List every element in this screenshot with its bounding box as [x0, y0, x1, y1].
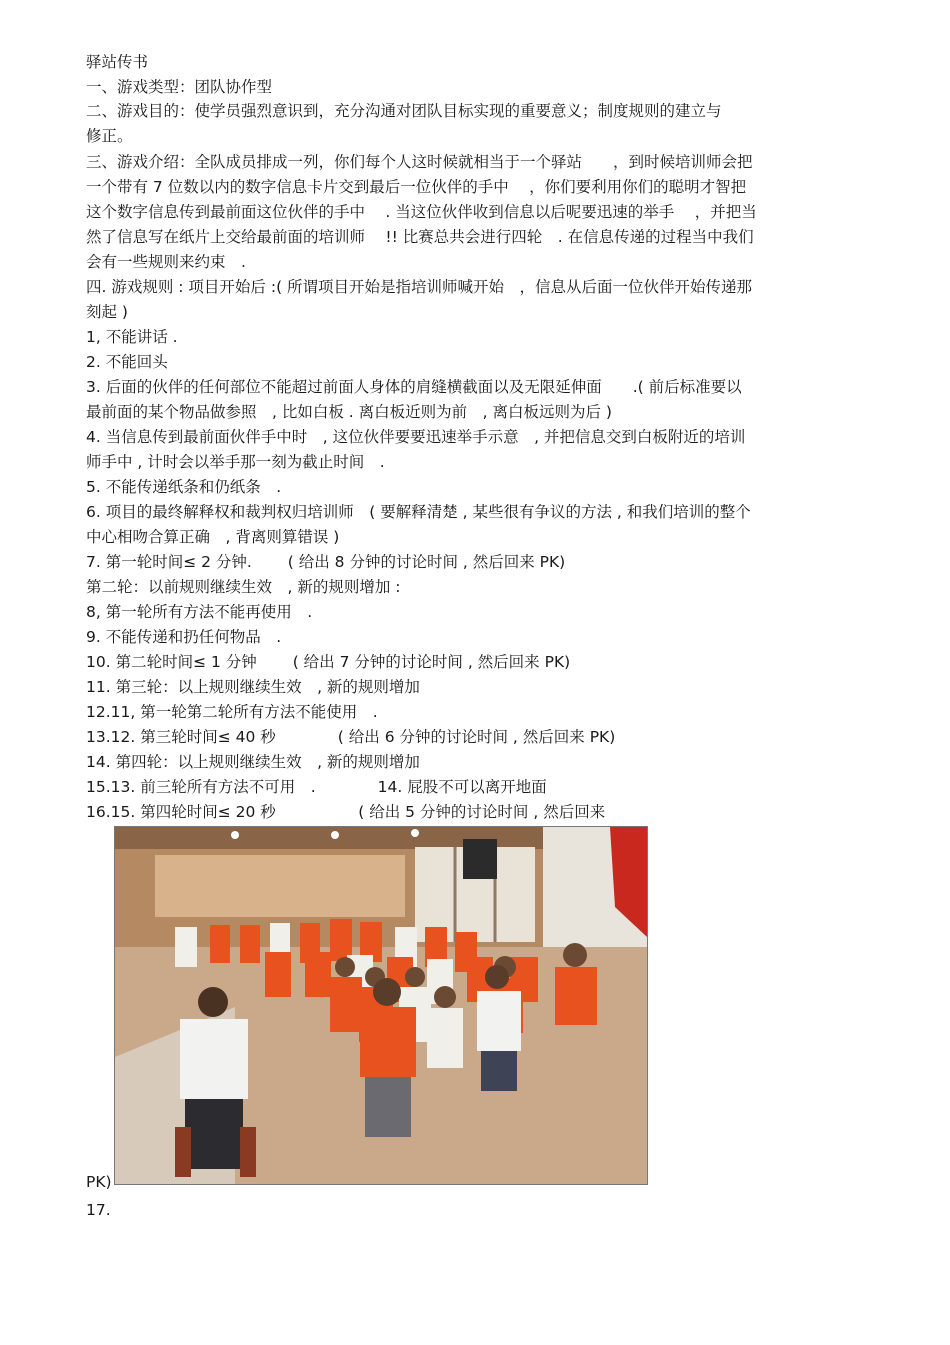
text-line: 4. 当信息传到最前面伙伴手中时 , 这位伙伴要要迅速举手示意 , 并把信息交到白板附近的培训 [86, 428, 746, 446]
text-line: 修正。 [86, 127, 133, 145]
text-line: 四. 游戏规则 : 项目开始后 :( 所谓项目开始是指培训师喊开始 ，信息从后面一位伙伴开始传递那 [86, 278, 753, 296]
photo-illustration [115, 827, 647, 1184]
text-line: 11. 第三轮：以上规则继续生效 , 新的规则增加 [86, 678, 420, 696]
text-line: 这个数字信息传到最前面这位伙伴的手中 . 当这位伙伴收到信息以后呢要迅速的举手 ，并把当 [86, 203, 757, 221]
document-title: 驿站传书 [86, 53, 149, 71]
text-line: 一个带有 7 位数以内的数字信息卡片交到最后一位伙伴的手中 ，你们要利用你们的聪明才智把 [86, 178, 747, 196]
tv-screen [463, 839, 497, 879]
ceiling-light [411, 829, 419, 837]
text-line: 然了信息写在纸片上交给最前面的培训师 !! 比赛总共会进行四轮 . 在信息传递的过程当中我们 [86, 228, 754, 246]
text-line: 12.11, 第一轮第二轮所有方法不能使用 . [86, 703, 378, 721]
text-line: 15.13. 前三轮所有方法不可用 . 14. 屁股不可以离开地面 [86, 778, 547, 796]
text-line: 中心相吻合算正确 , 背离则算错误 ) [86, 528, 340, 546]
text-line: PK) [86, 1173, 112, 1191]
team-training-photo [114, 826, 648, 1185]
text-line: 2. 不能回头 [86, 353, 168, 371]
text-line: 一、游戏类型：团队协作型 [86, 78, 273, 96]
text-line: 9. 不能传递和扔任何物品 . [86, 628, 282, 646]
text-line: 8, 第一轮所有方法不能再使用 . [86, 603, 313, 621]
text-line: 第二轮：以前规则继续生效 , 新的规则增加 : [86, 578, 401, 596]
text-line: 三、游戏介绍：全队成员排成一列，你们每个人这时候就相当于一个驿站 ，到时候培训师会把 [86, 153, 753, 171]
ceiling-light [331, 831, 339, 839]
text-line: 师手中 , 计时会以举手那一刻为截止时间 . [86, 453, 385, 471]
text-line: 1, 不能讲话 . [86, 328, 178, 346]
text-line: 17. [86, 1201, 111, 1219]
text-line: 16.15. 第四轮时间≤ 20 秒 ( 给出 5 分钟的讨论时间 , 然后回来 [86, 803, 606, 821]
wall-panel [155, 855, 405, 917]
text-line: 二、游戏目的：使学员强烈意识到，充分沟通对团队目标实现的重要意义；制度规则的建立与 [86, 102, 722, 120]
text-line: 刻起 ) [86, 303, 128, 321]
text-line: 最前面的某个物品做参照 , 比如白板 . 离白板近则为前 , 离白板远则为后 ) [86, 403, 612, 421]
text-line: 14. 第四轮：以上规则继续生效 , 新的规则增加 [86, 753, 420, 771]
text-line: 7. 第一轮时间≤ 2 分钟. ( 给出 8 分钟的讨论时间 , 然后回来 PK) [86, 553, 566, 571]
text-line: 10. 第二轮时间≤ 1 分钟 ( 给出 7 分钟的讨论时间 , 然后回来 PK) [86, 653, 571, 671]
text-line: 5. 不能传递纸条和仍纸条 . [86, 478, 282, 496]
text-line: 13.12. 第三轮时间≤ 40 秒 ( 给出 6 分钟的讨论时间 , 然后回来 PK) [86, 728, 616, 746]
text-line: 3. 后面的伙伴的任何部位不能超过前面人身体的肩缝横截面以及无限延伸面 .( 前后标准要以 [86, 378, 742, 396]
text-line: 6. 项目的最终解释权和裁判权归培训师 ( 要解释清楚 , 某些很有争议的方法 , 和我们培训的整个 [86, 503, 751, 521]
ceiling-light [231, 831, 239, 839]
text-line: 会有一些规则来约束 . [86, 253, 246, 271]
